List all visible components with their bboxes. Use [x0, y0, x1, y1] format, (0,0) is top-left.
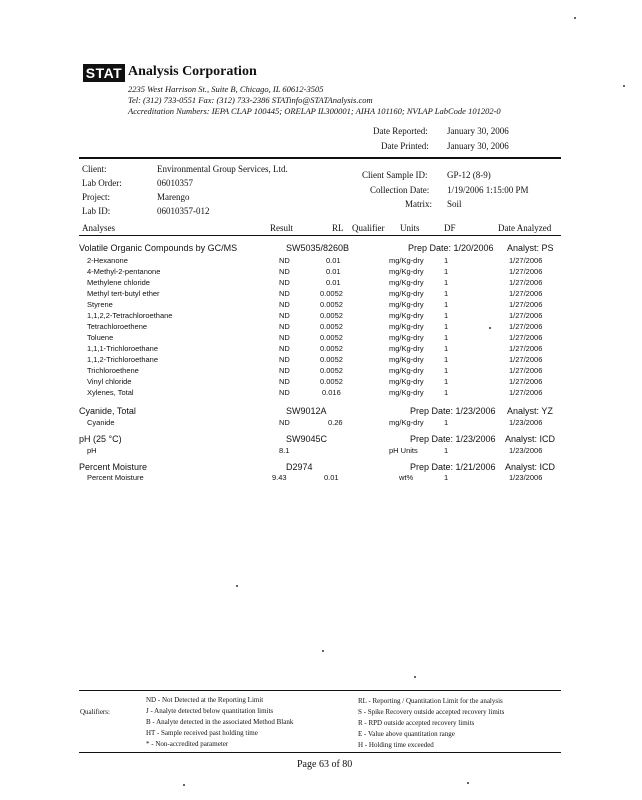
analyte-result: ND [279, 344, 290, 353]
analyte-df: 1 [444, 418, 449, 427]
column-header-divider [79, 235, 561, 236]
analyte-date: 1/23/2006 [509, 473, 543, 482]
analyte-result: ND [279, 322, 290, 331]
matrix-value: Soil [447, 199, 462, 209]
qualifier-note: ND - Not Detected at the Reporting Limit [146, 696, 264, 704]
analyte-df: 1 [444, 473, 449, 482]
analyte-name: 1,1,2-Trichloroethane [87, 355, 159, 364]
analyte-df: 1 [444, 311, 449, 320]
analyte-units: mg/Kg-dry [389, 267, 424, 276]
qualifier-note: HT - Sample received past holding time [146, 729, 258, 737]
scan-speck [467, 782, 469, 784]
analyte-units: mg/Kg-dry [389, 355, 424, 364]
date-printed-value: January 30, 2006 [447, 141, 509, 151]
analyte-df: 1 [444, 278, 449, 287]
analyte-result: ND [279, 267, 290, 276]
qualifier-note: B - Analyte detected in the associated Method Blank [146, 718, 294, 726]
analyte-result: ND [279, 366, 290, 375]
analyte-date: 1/27/2006 [509, 388, 543, 397]
analyte-date: 1/23/2006 [509, 446, 543, 455]
analyte-rl: 0.01 [326, 278, 341, 287]
qualifier-note: H - Holding time exceeded [358, 741, 434, 749]
analyte-date: 1/23/2006 [509, 418, 543, 427]
lab-order-label: Lab Order: [82, 178, 122, 188]
section-analyst: Analyst: ICD [505, 434, 556, 444]
footer-bottom-divider [79, 752, 561, 753]
analyte-name: 4-Methyl-2-pentanone [87, 267, 161, 276]
analyte-name: Methyl tert-butyl ether [87, 289, 160, 298]
analyte-date: 1/27/2006 [509, 311, 543, 320]
analyte-rl: 0.0052 [320, 333, 343, 342]
analyte-result: ND [279, 377, 290, 386]
analyte-date: 1/27/2006 [509, 366, 543, 375]
analyte-df: 1 [444, 300, 449, 309]
analyte-units: pH Units [389, 446, 418, 455]
company-logo: STAT [83, 64, 125, 82]
col-qualifier: Qualifier [352, 223, 385, 233]
analyte-rl: 0.01 [324, 473, 339, 482]
analyte-units: mg/Kg-dry [389, 300, 424, 309]
analyte-result: ND [279, 289, 290, 298]
accreditation-numbers: Accreditation Numbers: IEPA CLAP 100445; ORELAP IL300001; AIHA 101160; NVLAP LabCode 101202-0 [128, 106, 501, 116]
analyte-rl: 0.0052 [320, 311, 343, 320]
scan-speck [414, 676, 416, 678]
analyte-result: 9.43 [272, 473, 287, 482]
client-sample-label: Client Sample ID: [362, 170, 428, 180]
analyte-rl: 0.0052 [320, 322, 343, 331]
analyte-df: 1 [444, 366, 449, 375]
header-divider [79, 157, 561, 159]
analyte-rl: 0.0052 [320, 377, 343, 386]
lab-id-value: 06010357-012 [157, 206, 210, 216]
analyte-rl: 0.0052 [320, 289, 343, 298]
analyte-rl: 0.0052 [320, 344, 343, 353]
section-prep-date: Prep Date: 1/23/2006 [410, 406, 496, 416]
section-analyst: Analyst: ICD [505, 462, 556, 472]
analyte-df: 1 [444, 388, 449, 397]
analyte-result: ND [279, 278, 290, 287]
project-value: Marengo [157, 192, 190, 202]
analyte-name: pH [87, 446, 97, 455]
analyte-date: 1/27/2006 [509, 377, 543, 386]
analyte-name: Percent Moisture [87, 473, 144, 482]
scan-speck [489, 327, 491, 329]
qualifier-note: * - Non-accredited parameter [146, 740, 229, 748]
analyte-name: 1,1,1-Trichloroethane [87, 344, 159, 353]
col-date-analyzed: Date Analyzed [498, 223, 552, 233]
section-title: Volatile Organic Compounds by GC/MS [79, 243, 238, 253]
analyte-date: 1/27/2006 [509, 355, 543, 364]
company-name: Analysis Corporation [128, 64, 257, 79]
analyte-units: mg/Kg-dry [389, 377, 424, 386]
analyte-result: ND [279, 256, 290, 265]
collection-date-value: 1/19/2006 1:15:00 PM [447, 185, 529, 195]
analyte-rl: 0.016 [322, 388, 341, 397]
analyte-name: Methylene chloride [87, 278, 150, 287]
analyte-name: 1,1,2,2-Tetrachloroethane [87, 311, 173, 320]
analyte-rl: 0.26 [328, 418, 343, 427]
analyte-name: Toluene [87, 333, 114, 342]
analyte-units: mg/Kg-dry [389, 256, 424, 265]
analyte-name: Xylenes, Total [87, 388, 134, 397]
analyte-units: mg/Kg-dry [389, 333, 424, 342]
analyte-rl: 0.0052 [320, 366, 343, 375]
analyte-result: ND [279, 311, 290, 320]
col-units: Units [400, 223, 420, 233]
section-method: SW9012A [286, 406, 327, 416]
section-prep-date: Prep Date: 1/23/2006 [410, 434, 496, 444]
col-rl: RL [332, 223, 344, 233]
analyte-rl: 0.01 [326, 256, 341, 265]
qualifier-note: E - Value above quantitation range [358, 730, 455, 738]
client-value: Environmental Group Services, Ltd. [157, 164, 288, 174]
analyte-df: 1 [444, 322, 449, 331]
analyte-units: mg/Kg-dry [389, 322, 424, 331]
section-title: Cyanide, Total [79, 406, 136, 416]
scan-speck [322, 650, 324, 652]
scan-speck [574, 17, 576, 19]
analyte-date: 1/27/2006 [509, 256, 543, 265]
analyte-result: ND [279, 418, 290, 427]
section-prep-date: Prep Date: 1/20/2006 [408, 243, 494, 253]
analyte-df: 1 [444, 267, 449, 276]
analyte-date: 1/27/2006 [509, 267, 543, 276]
page-number: Page 63 of 80 [297, 759, 353, 770]
analyte-date: 1/27/2006 [509, 333, 543, 342]
scan-speck [623, 85, 625, 87]
qualifier-note: J - Analyte detected below quantitation limits [146, 707, 274, 715]
section-analyst: Analyst: YZ [507, 406, 553, 416]
qualifier-note: S - Spike Recovery outside accepted recovery limits [358, 708, 505, 716]
company-contact: Tel: (312) 733-0551 Fax: (312) 733-2386 STATinfo@STATAnalysis.com [128, 95, 373, 105]
section-method: SW5035/8260B [286, 243, 350, 253]
qualifier-note: RL - Reporting / Quantitation Limit for the analysis [358, 697, 503, 705]
matrix-label: Matrix: [405, 199, 432, 209]
client-sample-value: GP-12 (8-9) [447, 170, 491, 180]
analyte-name: Tetrachloroethene [87, 322, 148, 331]
analyte-units: mg/Kg-dry [389, 366, 424, 375]
client-label: Client: [82, 164, 107, 174]
analyte-result: ND [279, 355, 290, 364]
analyte-units: mg/Kg-dry [389, 344, 424, 353]
analyte-units: mg/Kg-dry [389, 289, 424, 298]
analyte-name: Vinyl chloride [87, 377, 132, 386]
analyte-units: mg/Kg-dry [389, 388, 424, 397]
company-address: 2235 West Harrison St., Suite B, Chicago, IL 60612-3505 [128, 84, 324, 94]
date-printed-label: Date Printed: [381, 141, 429, 151]
analyte-result: ND [279, 300, 290, 309]
analyte-result: ND [279, 388, 290, 397]
analyte-name: 2-Hexanone [87, 256, 128, 265]
analyte-date: 1/27/2006 [509, 322, 543, 331]
analyte-rl: 0.0052 [320, 300, 343, 309]
qualifiers-label: Qualifiers: [80, 708, 110, 716]
analyte-units: mg/Kg-dry [389, 311, 424, 320]
scan-speck [183, 784, 185, 786]
analyte-date: 1/27/2006 [509, 278, 543, 287]
section-analyst: Analyst: PS [507, 243, 554, 253]
lab-order-value: 06010357 [157, 178, 193, 188]
analyte-rl: 0.01 [326, 267, 341, 276]
analyte-result: ND [279, 333, 290, 342]
analyte-name: Trichloroethene [87, 366, 139, 375]
analyte-units: mg/Kg-dry [389, 418, 424, 427]
analyte-name: Cyanide [87, 418, 115, 427]
col-analyses: Analyses [82, 223, 115, 233]
analyte-units: mg/Kg-dry [389, 278, 424, 287]
analyte-result: 8.1 [279, 446, 290, 455]
analyte-df: 1 [444, 377, 449, 386]
project-label: Project: [82, 192, 110, 202]
analyte-units: wt% [399, 473, 414, 482]
analyte-df: 1 [444, 333, 449, 342]
date-reported-value: January 30, 2006 [447, 126, 509, 136]
analyte-df: 1 [444, 446, 449, 455]
collection-date-label: Collection Date: [370, 185, 430, 195]
section-title: pH (25 °C) [79, 434, 122, 444]
analyte-df: 1 [444, 289, 449, 298]
analyte-date: 1/27/2006 [509, 300, 543, 309]
analyte-df: 1 [444, 256, 449, 265]
col-result: Result [270, 223, 294, 233]
section-method: D2974 [286, 462, 313, 472]
analyte-df: 1 [444, 355, 449, 364]
qualifier-note: R - RPD outside accepted recovery limits [358, 719, 475, 727]
footer-divider [79, 690, 561, 691]
analyte-date: 1/27/2006 [509, 289, 543, 298]
date-reported-label: Date Reported: [373, 126, 428, 136]
analyte-name: Styrene [87, 300, 113, 309]
analyte-rl: 0.0052 [320, 355, 343, 364]
analyte-df: 1 [444, 344, 449, 353]
scan-speck [236, 585, 238, 587]
section-title: Percent Moisture [79, 462, 148, 472]
col-df: DF [444, 223, 456, 233]
analyte-date: 1/27/2006 [509, 344, 543, 353]
section-prep-date: Prep Date: 1/21/2006 [410, 462, 496, 472]
section-method: SW9045C [286, 434, 328, 444]
lab-id-label: Lab ID: [82, 206, 111, 216]
